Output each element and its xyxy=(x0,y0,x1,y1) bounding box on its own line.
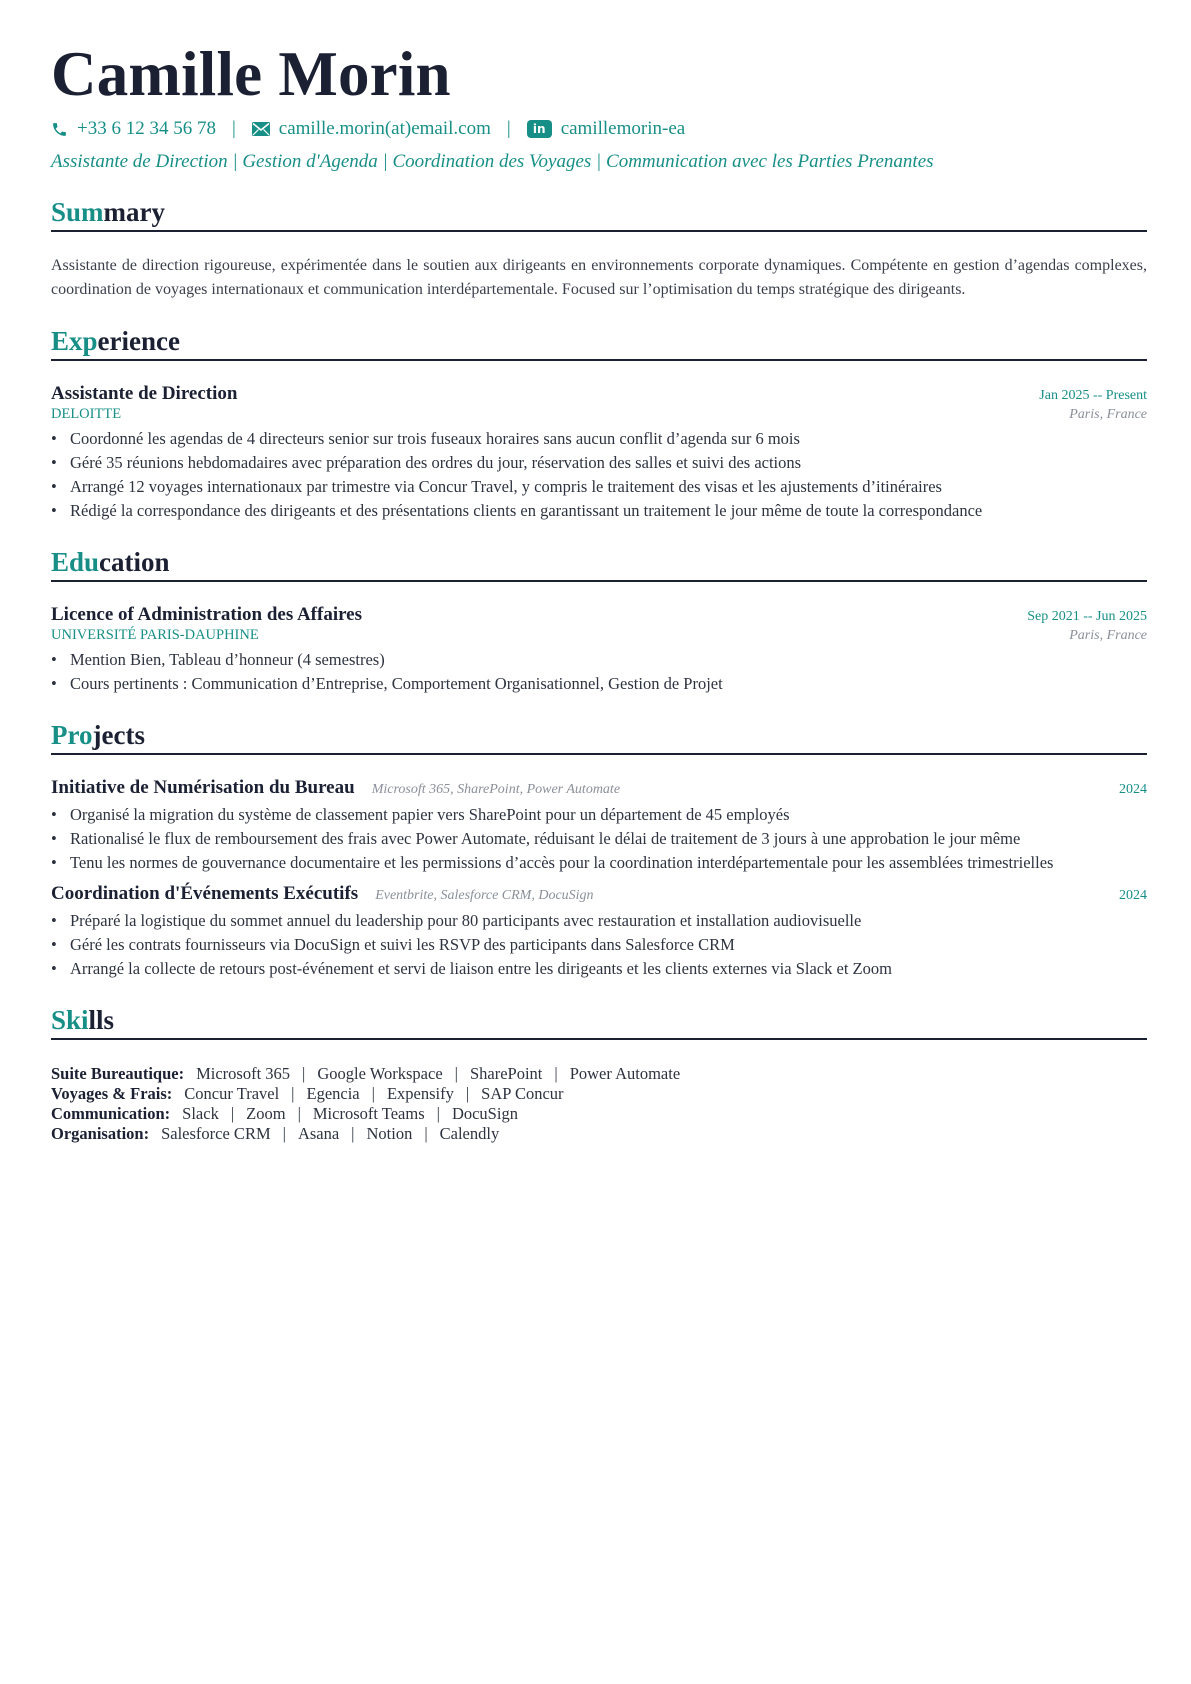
skill-category: Suite Bureautique: xyxy=(51,1064,185,1083)
first-name: Camille xyxy=(51,39,263,109)
skill-separator: | xyxy=(297,1104,301,1123)
skills-list xyxy=(51,1064,1147,1144)
contact-separator: | xyxy=(506,118,511,139)
skill-separator: | xyxy=(424,1124,428,1143)
section-summary-heading xyxy=(51,196,1147,232)
skill-separator: | xyxy=(282,1124,286,1143)
skill-row xyxy=(51,1084,1147,1104)
project-bullets xyxy=(51,803,1147,875)
email-contact[interactable] xyxy=(252,118,491,140)
skill-separator: | xyxy=(291,1084,295,1103)
job-date: Jan 2025 -- Present xyxy=(1039,388,1147,403)
list-item: • Géré 35 réunions hebdomadaires avec préparation des ordres du jour, réservation des salles et suivi des actions xyxy=(51,451,1147,475)
tagline: Assistante de Direction | Gestion d'Agenda | Coordination des Voyages | Communication avec les Parties Prenantes xyxy=(51,151,934,172)
heading-rest: erience xyxy=(97,326,180,356)
contact-line xyxy=(51,118,1147,140)
project-entry xyxy=(51,777,1147,875)
skill-separator: | xyxy=(351,1124,355,1143)
list-item: • Rédigé la correspondance des dirigeants et des présentations clients en garantissant un traitement le jour même de toute la correspondance xyxy=(51,499,1147,523)
skill-separator: | xyxy=(454,1064,458,1083)
skill-item: SharePoint xyxy=(469,1064,543,1083)
phone-contact[interactable] xyxy=(51,118,216,140)
project-bullets xyxy=(51,909,1147,981)
project-title: Coordination d'Événements Exécutifs xyxy=(51,883,359,904)
skill-item: Google Workspace xyxy=(317,1064,443,1083)
skill-row xyxy=(51,1104,1147,1124)
project-year: 2024 xyxy=(1119,888,1147,903)
degree-date: Sep 2021 -- Jun 2025 xyxy=(1027,609,1147,624)
heading-accent: Pro xyxy=(51,720,93,750)
heading-rest: mary xyxy=(103,197,166,227)
skill-separator: | xyxy=(436,1104,440,1123)
school-location: Paris, France xyxy=(1069,628,1147,643)
phone-text: +33 6 12 34 56 78 xyxy=(77,118,216,139)
heading-accent: Sum xyxy=(51,197,104,227)
project-tech: Eventbrite, Salesforce CRM, DocuSign xyxy=(375,888,594,903)
skill-item: Microsoft 365 xyxy=(196,1064,291,1083)
list-item: • Mention Bien, Tableau d’honneur (4 semestres) xyxy=(51,648,1147,672)
contact-separator: | xyxy=(231,118,236,139)
candidate-name xyxy=(51,36,1147,112)
project-entry xyxy=(51,883,1147,981)
envelope-icon xyxy=(252,122,270,136)
section-education-heading xyxy=(51,546,1147,582)
skill-item: Zoom xyxy=(246,1104,286,1123)
skill-separator: | xyxy=(554,1064,558,1083)
section-skills-heading xyxy=(51,1004,1147,1040)
skill-category: Voyages & Frais: xyxy=(51,1084,173,1103)
skill-item: Asana xyxy=(297,1124,340,1143)
resume-page xyxy=(51,36,1147,1144)
list-item: • Géré les contrats fournisseurs via DocuSign et suivi les RSVP des participants dans Salesforce CRM xyxy=(51,933,1147,957)
education-entry xyxy=(51,604,1147,696)
heading-accent: Exp xyxy=(51,326,98,356)
list-item: • Coordonné les agendas de 4 directeurs senior sur trois fuseaux horaires sans aucun conflit d’agenda sur 6 mois xyxy=(51,427,1147,451)
skill-item: Microsoft Teams xyxy=(312,1104,425,1123)
skill-item: Power Automate xyxy=(569,1064,681,1083)
heading-rest: cation xyxy=(99,547,170,577)
heading-rest: lls xyxy=(88,1005,115,1035)
list-item: • Rationalisé le flux de remboursement des frais avec Power Automate, réduisant le délai de traitement de 3 jours à une approbation le jour même xyxy=(51,827,1147,851)
list-item: • Préparé la logistique du sommet annuel du leadership pour 80 participants avec restauration et installation audiovisuelle xyxy=(51,909,1147,933)
education-bullets xyxy=(51,648,1147,696)
list-item: • Organisé la migration du système de classement papier vers SharePoint pour un département de 45 employés xyxy=(51,803,1147,827)
school-name: UNIVERSITÉ PARIS-DAUPHINE xyxy=(51,627,259,643)
heading-rest: jects xyxy=(92,720,145,750)
heading-accent: Edu xyxy=(51,547,100,577)
skill-separator: | xyxy=(230,1104,235,1123)
phone-icon xyxy=(51,121,68,138)
skill-item: Egencia xyxy=(306,1084,360,1103)
job-title: Assistante de Direction xyxy=(51,383,238,404)
section-experience-heading xyxy=(51,325,1147,361)
degree-title: Licence of Administration des Affaires xyxy=(51,604,363,625)
experience-entry xyxy=(51,383,1147,523)
email-text: camille.morin(at)email.com xyxy=(278,118,491,139)
job-location: Paris, France xyxy=(1069,407,1147,422)
list-item: • Arrangé la collecte de retours post-événement et servi de liaison entre les dirigeants et les clients externes via Slack et Zoom xyxy=(51,957,1147,981)
summary-text: Assistante de direction rigoureuse, expérimentée dans le soutien aux dirigeants en environnements corporate dynamiques. Compétente en gestion d’agendas complexes, coordination de voyages internationaux et communication interdépartementale. Focused sur l’optimisation du temps stratégique des dirigeants. xyxy=(51,257,1147,298)
employer-name: DELOITTE xyxy=(51,406,122,422)
skill-category: Organisation: xyxy=(51,1124,150,1143)
linkedin-contact[interactable] xyxy=(527,118,686,140)
project-title: Initiative de Numérisation du Bureau xyxy=(51,777,355,798)
last-name: Morin xyxy=(278,39,451,109)
list-item: • Cours pertinents : Communication d’Entreprise, Comportement Organisationnel, Gestion de Projet xyxy=(51,672,1147,696)
linkedin-text: camillemorin-ea xyxy=(560,118,686,139)
skill-separator: | xyxy=(302,1064,306,1083)
skill-item: Slack xyxy=(182,1104,219,1123)
skill-item: Expensify xyxy=(386,1084,454,1103)
skill-item: Calendly xyxy=(439,1124,500,1143)
skill-item: Concur Travel xyxy=(184,1084,280,1103)
skill-separator: | xyxy=(371,1084,375,1103)
skill-item: DocuSign xyxy=(451,1104,518,1123)
skill-separator: | xyxy=(465,1084,470,1103)
project-year: 2024 xyxy=(1119,782,1147,797)
skill-item: Salesforce CRM xyxy=(161,1124,271,1143)
skill-row xyxy=(51,1064,1147,1084)
skill-item: Notion xyxy=(366,1124,413,1143)
experience-bullets xyxy=(51,427,1147,523)
skill-item: SAP Concur xyxy=(481,1084,564,1103)
project-tech: Microsoft 365, SharePoint, Power Automate xyxy=(371,782,621,797)
list-item: • Arrangé 12 voyages internationaux par trimestre via Concur Travel, y compris le traitement des visas et les ajustements d’itinéraires xyxy=(51,475,1147,499)
skill-row xyxy=(51,1124,1147,1144)
heading-accent: Ski xyxy=(51,1005,89,1035)
list-item: • Tenu les normes de gouvernance documentaire et les permissions d’accès pour la coordination interdépartementale pour les assemblées trimestrielles xyxy=(51,851,1147,875)
section-projects-heading xyxy=(51,719,1147,755)
skill-category: Communication: xyxy=(51,1104,171,1123)
linkedin-icon: in xyxy=(527,120,552,138)
